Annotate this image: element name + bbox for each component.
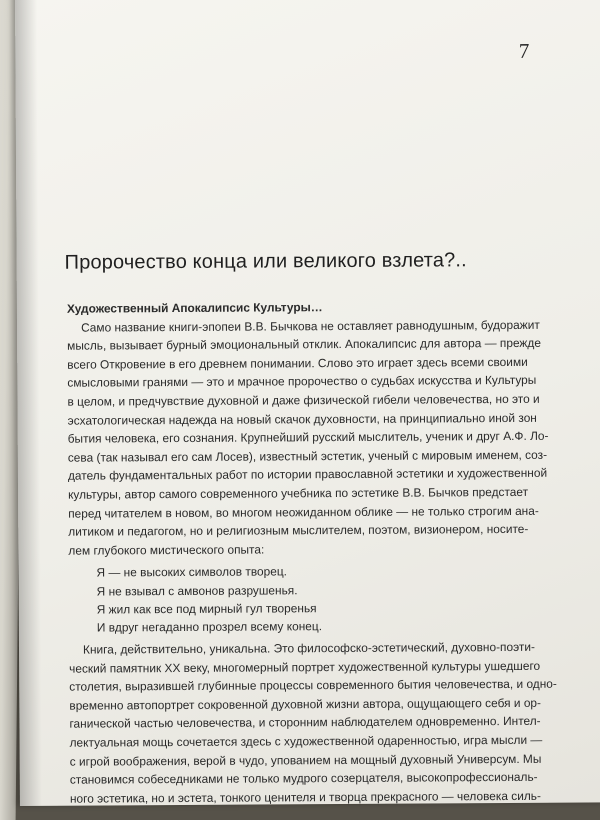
text-line: Само название книги-эпопеи В.В. Бычкова не оставляет равнодушным, будоражит: [80, 317, 540, 335]
text-line: литиком и педагогом, но и религиозным мыслителем, поэтом, визионером, носите-: [68, 521, 529, 539]
poem: [68, 561, 528, 637]
text-line: культуры, автор самого современного учебника по эстетике В.В. Бычков предстает: [68, 484, 529, 502]
text-line: временно автопортрет сокровенной духовной жизни автора, ощущающего себя и ор-: [69, 695, 542, 713]
text-line: столетия, выразившей глубинные процессы современного бытия человечества, и одно-: [69, 676, 557, 694]
text-line: ганической частью человечества, и сторонним наблюдателем одновременно. Интел-: [69, 714, 541, 732]
text-line: с игрой воображения, верой в чудо, упованием на мощный духовный Универсум. Мы: [69, 751, 542, 769]
paragraph-1: [66, 297, 549, 560]
text-line: мысль, вызывает бурный эмоциональный отклик. Апокалипсис для автора — прежде: [67, 335, 541, 353]
poem-line: Я — не высоких символов творец.: [96, 564, 287, 580]
poem-line: Я жил как все под мирный гул творенья: [96, 600, 317, 617]
text-line: смысловыми гранями — это и мрачное пророчество о судьбах искусства и Культуры: [67, 373, 537, 391]
text-line: сева (так называл его сам Лосев), известный эстетик, ученый с мировым именем, соз-: [67, 447, 548, 465]
poem-line: Я не взывал с амвонов разрушенья.: [96, 582, 298, 599]
text-line: всего Откровение в его древнем понимании. Слово это играет здесь всеми своими: [67, 354, 528, 372]
text-line: становимся собеседниками не только мудрого созерцателя, высокопрофессиональ-: [69, 770, 538, 787]
chapter-title: Пророчество конца или великого взлета?..: [64, 249, 467, 274]
text-line: в целом, и предчувствие духовной и даже физической гибели человечества, но это и: [67, 391, 540, 409]
text-line: ного эстетика, но и эстета, тонкого ценителя и творца прекрасного — человека силь-: [69, 788, 541, 806]
body-text: [66, 297, 557, 808]
book-page: [15, 0, 600, 806]
text-line: лем глубокого мистического опыта:: [68, 542, 265, 558]
poem-line: И вдруг негаданно прозрел всему конец.: [96, 619, 323, 635]
text-line: эсхатологическая надежда на новый скачок духовности, на принципиально иной зон: [67, 410, 537, 428]
section-heading: Художественный Апокалипсис Культуры…: [66, 300, 323, 316]
text-line: ческий памятник XX веку, многомерный портрет художественной культуры ушедшего: [69, 658, 541, 676]
text-line: бытия человека, его сознания. Крупнейший русский мыслитель, ученик и друг А.Ф. Ло-: [67, 428, 549, 446]
text-line: лектуальная мощь сочетается здесь с художественной одаренностью, игра мысли —: [69, 732, 543, 750]
page-number: 7: [518, 38, 530, 63]
text-line: Книга, действительно, уникальна. Это философско-эстетический, духовно-поэти-: [82, 639, 535, 657]
text-line: перед читателем в новом, во многом неожиданном облике — не только строгим ана-: [68, 503, 539, 521]
gutter-shadow: [15, 0, 42, 806]
text-line: датель фундаментальных работ по истории православной эстетики и художественной: [67, 466, 548, 484]
paragraph-2: [69, 638, 557, 808]
